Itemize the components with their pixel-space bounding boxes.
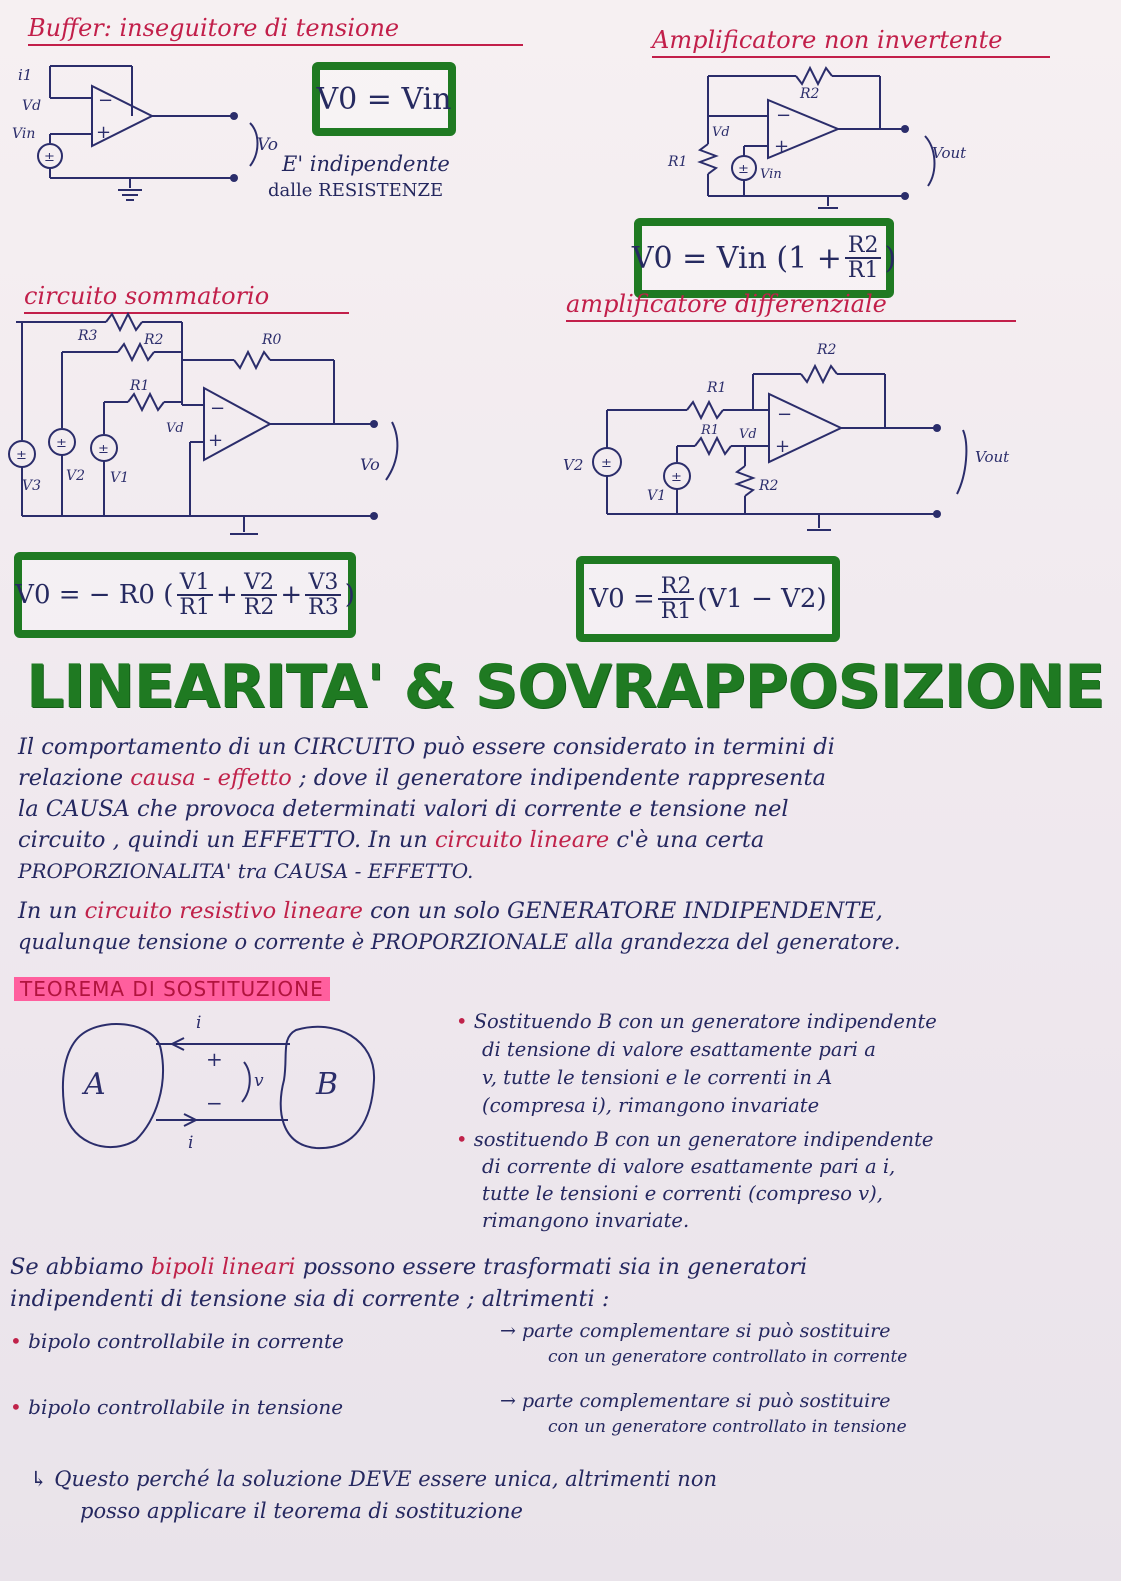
intro-circuito-lineare: circuito lineare: [434, 827, 610, 853]
svg-text:±: ±: [16, 448, 27, 463]
intro-line6: [18, 896, 883, 927]
sostituzione-label-a: A: [84, 1067, 106, 1102]
sostituzione-diagram: [56, 1010, 386, 1160]
sommatore-term1-num: V1: [177, 571, 213, 596]
sostituzione-bullet2-line1: • sostituendo B con un generatore indipendente: [456, 1126, 933, 1153]
svg-text:±: ±: [738, 162, 749, 177]
intro-line4: [18, 825, 764, 856]
noninv-formula-den: R1: [847, 258, 879, 283]
buffer-label-vo: Vo: [257, 135, 278, 155]
noninv-formula-one: 1 +: [788, 240, 842, 276]
intro-line2-end: ; dove il generatore indipendente rappresenta: [291, 765, 826, 791]
sostituzione-bullet1: [456, 1008, 937, 1120]
bipoli-lineari: bipoli lineari: [150, 1254, 296, 1280]
differenziale-label-r1-top: R1: [707, 380, 727, 396]
sostituzione-bullet1-line3: v, tutte le tensioni e le correnti in A: [482, 1066, 833, 1089]
differenziale-circuit-diagram: [555, 334, 1025, 544]
svg-text:±: ±: [671, 470, 682, 485]
sommatore-label-v1: V1: [110, 470, 130, 486]
svg-text:±: ±: [56, 436, 67, 451]
sommatore-term2: [241, 571, 278, 619]
buffer-formula: V0 = Vin: [316, 81, 452, 117]
sostituzione-label-i-bottom: i: [188, 1133, 194, 1153]
bipoli-item1-left: [10, 1326, 344, 1357]
bipoli-item2-right: [500, 1388, 907, 1440]
sommatore-term3: [305, 571, 342, 619]
sommatore-term2-num: V2: [241, 571, 277, 596]
sommatore-title: circuito sommatorio: [24, 282, 349, 314]
noninv-label-vd: Vd: [712, 125, 730, 140]
sommatore-label-v2: V2: [66, 468, 86, 484]
sommatore-term1-den: R1: [179, 595, 210, 620]
bipoli-conclusion-line2: posso applicare il teorema di sostituzione: [80, 1499, 523, 1523]
intro-line6-end: con un solo GENERATORE INDIPENDENTE,: [362, 898, 883, 924]
noninv-label-vout: Vout: [932, 144, 967, 162]
differenziale-title: amplificatore differenziale: [566, 290, 1016, 322]
svg-text:−: −: [777, 404, 793, 425]
noninv-title: Amplificatore non invertente: [652, 26, 1050, 58]
noninv-formula-box: V0 = Vin ( 1 + $\frac{R2}{R1}$ ): [634, 218, 894, 298]
buffer-formula-box: [312, 62, 456, 136]
sostituzione-label-plus: +: [206, 1047, 223, 1071]
bipoli-item1-right-line1: → parte complementare si può sostituire: [500, 1320, 891, 1342]
bipoli-item1-left-text: • bipolo controllabile in corrente: [10, 1329, 344, 1353]
buffer-note-line1: E' indipendente: [282, 152, 450, 176]
svg-text:−: −: [98, 90, 114, 111]
svg-text:±: ±: [44, 150, 55, 165]
sostituzione-bullet2-line4: rimangono invariate.: [482, 1209, 690, 1232]
intro-line6-start: In un: [18, 898, 85, 924]
main-title: LINEARITA' & SOVRAPPOSIZIONE: [26, 652, 1105, 722]
sommatore-formula-lhs: V0 = − R0: [15, 580, 155, 610]
sostituzione-label-i-top: i: [196, 1013, 202, 1033]
differenziale-label-v1: V1: [647, 488, 667, 504]
sostituzione-bullet2-line3: tutte le tensioni e correnti (compreso v),: [482, 1182, 883, 1205]
intro-line1: Il comportamento di un CIRCUITO può essere considerato in termini di: [18, 734, 835, 760]
buffer-title: Buffer: inseguitore di tensione: [28, 14, 523, 46]
differenziale-label-r2-top: R2: [817, 342, 837, 358]
svg-text:+: +: [208, 430, 224, 451]
sostituzione-label-v: v: [254, 1071, 264, 1091]
intro-line2: [18, 763, 826, 794]
bipoli-item2-right-line2: con un generatore controllato in tensione: [548, 1417, 907, 1437]
svg-text:+: +: [774, 136, 790, 157]
differenziale-label-vout: Vout: [975, 448, 1010, 466]
bipoli-item2-left: [10, 1392, 343, 1423]
sostituzione-bullet2-line2: di corrente di valore esattamente pari a i,: [482, 1155, 896, 1178]
noninv-circuit-diagram: [660, 66, 967, 216]
svg-text:+: +: [96, 122, 112, 143]
buffer-note-line2: dalle RESISTENZE: [268, 180, 444, 201]
sommatore-label-v3: V3: [22, 478, 42, 494]
intro-line7: qualunque tensione o corrente è PROPORZIONALE alla grandezza del generatore.: [18, 930, 901, 954]
svg-text:±: ±: [601, 456, 612, 471]
sostituzione-bullet2: [456, 1126, 933, 1234]
svg-text:−: −: [210, 398, 226, 419]
differenziale-label-r2-bottom: R2: [759, 478, 779, 494]
bipoli-conclusion-line1: ↳ Questo perché la soluzione DEVE essere unica, altrimenti non: [30, 1467, 718, 1491]
intro-causa-effetto: causa - effetto: [130, 765, 292, 791]
intro-line2-start: relazione: [18, 765, 131, 791]
noninv-formula-num: R2: [845, 234, 882, 259]
svg-text:±: ±: [98, 442, 109, 457]
sommatore-label-vo: Vo: [360, 455, 380, 474]
sommatore-term1: [176, 571, 213, 619]
svg-text:−: −: [776, 105, 792, 126]
differenziale-label-v2: V2: [563, 456, 584, 474]
buffer-label-vin: Vin: [12, 126, 36, 142]
sommatore-label-r1: R1: [130, 378, 150, 394]
intro-circuito-resistivo: circuito resistivo lineare: [84, 898, 363, 924]
sostituzione-label-minus: −: [206, 1091, 223, 1115]
differenziale-formula-lhs: V0 =: [589, 584, 655, 614]
sostituzione-bullet1-line4: (compresa i), rimangono invariate: [482, 1094, 820, 1117]
sommatore-formula-box: V0 = − R0 ( $\frac{V1}{R1}$ + $\frac{V2}{R2}$ + $\frac{V3}{R3}$ ): [14, 552, 356, 638]
sostituzione-label-b: B: [316, 1067, 339, 1102]
bipoli-line1-end: possono essere trasformati sia in generatori: [295, 1254, 808, 1280]
bipoli-line1: [10, 1252, 807, 1283]
sostituzione-bullet1-line1: • Sostituendo B con un generatore indipendente: [456, 1008, 937, 1036]
noninv-label-vin: Vin: [760, 167, 782, 182]
noninv-formula-lhs: V0 = Vin: [631, 240, 767, 276]
sommatore-circuit-diagram: [8, 310, 408, 550]
differenziale-formula-rhs: (V1 − V2): [697, 584, 827, 614]
sommatore-label-r0: R0: [262, 332, 282, 348]
bipoli-item2-left-text: • bipolo controllabile in tensione: [10, 1395, 343, 1419]
buffer-label-i: i1: [18, 66, 33, 84]
differenziale-formula-box: [576, 556, 840, 642]
differenziale-label-vd: Vd: [739, 427, 757, 442]
intro-line3: la CAUSA che provoca determinati valori di corrente e tensione nel: [18, 796, 789, 822]
bipoli-line2: indipendenti di tensione sia di corrente ; altrimenti :: [10, 1286, 610, 1312]
sommatore-term3-den: R3: [308, 595, 339, 620]
differenziale-formula-fraction: [658, 575, 695, 623]
svg-text:+: +: [775, 436, 791, 457]
sostituzione-heading-text: TEOREMA DI SOSTITUZIONE: [14, 977, 330, 1001]
buffer-circuit-diagram: [12, 58, 302, 218]
intro-line4-end: c'è una certa: [609, 827, 765, 853]
bipoli-item1-right-line2: con un generatore controllato in corrente: [548, 1347, 908, 1367]
differenziale-formula-den: R1: [660, 599, 692, 624]
sommatore-term2-den: R2: [243, 595, 275, 620]
noninv-label-r1: R1: [668, 154, 688, 170]
sommatore-term3-num: V3: [305, 571, 341, 596]
sostituzione-heading: [14, 977, 330, 1001]
noninv-label-r2: R2: [800, 86, 820, 102]
sommatore-label-r3: R3: [78, 328, 98, 344]
intro-line4-start: circuito , quindi un EFFETTO. In un: [18, 827, 435, 853]
bipoli-item2-right-line1: → parte complementare si può sostituire: [500, 1390, 891, 1412]
noninv-formula-fraction: [845, 234, 882, 282]
differenziale-formula-num: R2: [658, 575, 695, 600]
buffer-label-vd: Vd: [22, 98, 42, 114]
sostituzione-bullet1-line2: di tensione di valore esattamente pari a: [482, 1038, 876, 1061]
bipoli-line1-start: Se abbiamo: [10, 1254, 151, 1280]
intro-line5: PROPORZIONALITA' tra CAUSA - EFFETTO.: [18, 859, 474, 883]
sommatore-label-r2: R2: [144, 332, 164, 348]
bipoli-item1-right: [500, 1318, 907, 1370]
differenziale-label-r1-bottom: R1: [701, 423, 720, 438]
sommatore-label-vd: Vd: [166, 421, 184, 436]
